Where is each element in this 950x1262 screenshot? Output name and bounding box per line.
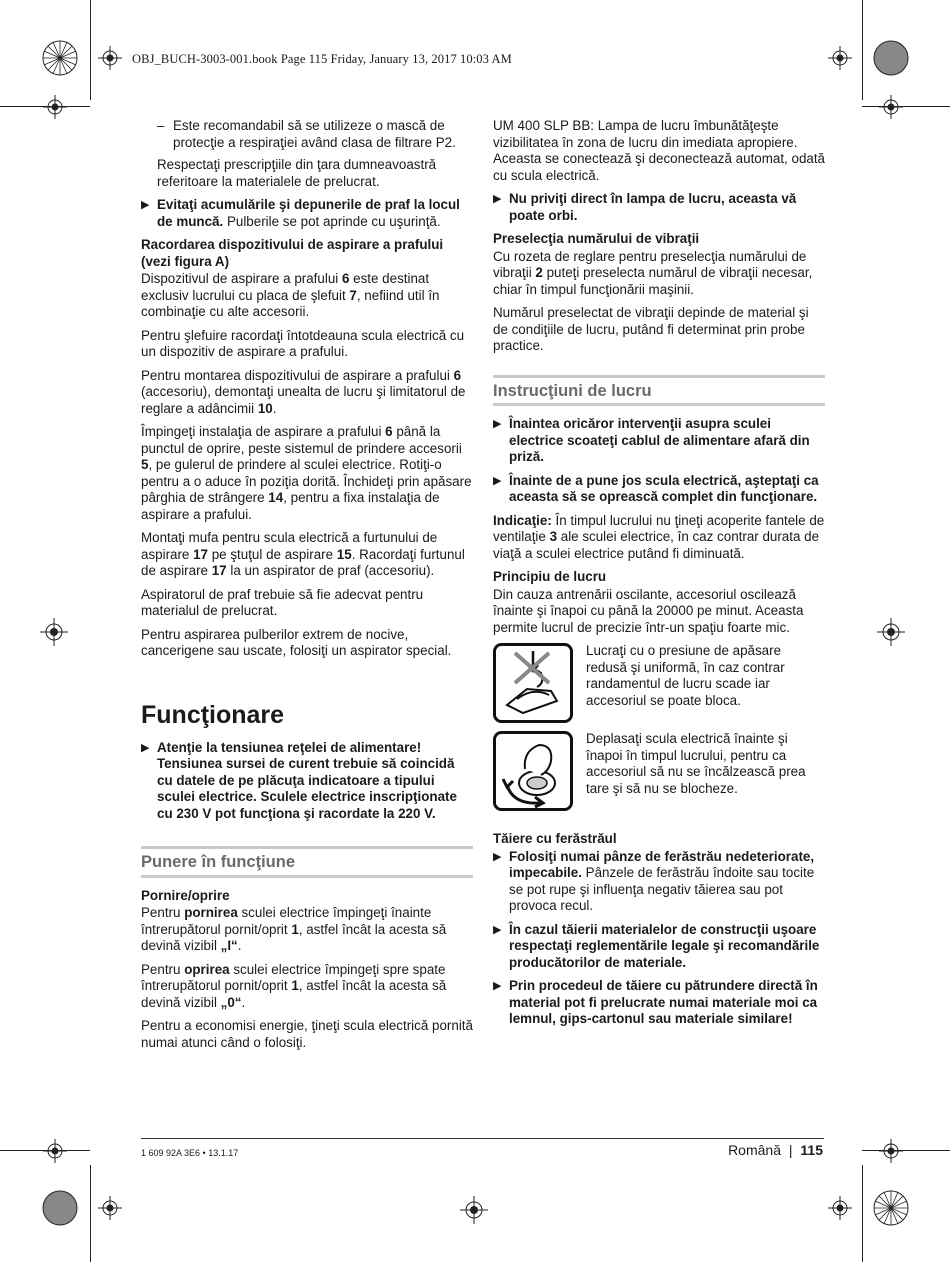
crosshair-icon — [877, 618, 905, 646]
warning-item — [493, 191, 825, 224]
warning-item — [493, 849, 825, 915]
arrow-bullet-icon: ▶ — [493, 474, 502, 487]
crop-line — [862, 106, 950, 107]
paragraph: Pentru oprirea sculei electrice împingeţi spre spate întrerupătorul pornit/oprit 1, astfel încât la acesta să devină vizibil „0“. — [141, 961, 447, 1010]
crop-line — [862, 1165, 863, 1262]
warning-item — [141, 197, 473, 230]
instruction-text: Lucraţi cu o presiune de apăsare redusă şi uniformă, în caz contrar randamentul de lucru scade iar accesoriul se poate bloca. — [586, 643, 785, 708]
registration-dot-icon — [42, 1190, 78, 1226]
section-heading: Punere în funcţiune — [141, 846, 473, 878]
paragraph: Respectaţi prescripţiile din ţara dumneavoastră referitoare la materialele de prelucrat. — [157, 157, 437, 189]
crosshair-icon — [40, 618, 68, 646]
arrow-bullet-icon: ▶ — [493, 850, 502, 863]
light-pressure-icon — [493, 643, 573, 723]
right-column — [493, 118, 825, 1035]
crosshair-icon — [43, 95, 67, 119]
instruction-row — [493, 643, 825, 725]
warning-bold-text: Folosiţi numai pânze de ferăstrău nedeteriorate, impecabile. — [509, 848, 815, 880]
running-header: OBJ_BUCH-3003-001.book Page 115 Friday, January 13, 2017 10:03 AM — [132, 52, 512, 66]
footer-rule — [141, 1138, 824, 1139]
warning-item — [493, 416, 825, 466]
paragraph: UM 400 SLP BB: Lampa de lucru îmbunătăţeşte vizibilitatea în zona de lucru din imediata apropiere. Aceasta se conectează şi deconectează automat, odată cu scula electrică. — [493, 118, 826, 183]
crosshair-icon — [879, 95, 903, 119]
crosshair-icon — [828, 46, 852, 70]
chapter-heading: Funcţionare — [141, 700, 285, 729]
warning-item — [141, 740, 473, 823]
crosshair-icon — [98, 46, 122, 70]
page-number: 115 — [800, 1142, 823, 1158]
footer-code: 1 609 92A 3E6 • 13.1.17 — [141, 1148, 239, 1158]
subheading: Pornire/oprire — [141, 887, 230, 903]
paragraph: Dispozitivul de aspirare a prafului 6 este destinat exclusiv lucrului cu placa de şlefuit 7, nefiind util în combinaţie cu alte accesorii. — [141, 271, 440, 319]
footer-separator: | — [788, 1142, 793, 1158]
crosshair-icon — [98, 1196, 122, 1220]
paragraph: Cu rozeta de reglare pentru preselecţia numărului de vibraţii 2 puteţi preselecta numărul de vibraţii necesar, chiar în timpul funcţionării maşinii. — [493, 248, 813, 297]
crosshair-icon — [828, 1196, 852, 1220]
warning-bold-text: În cazul tăierii materialelor de construcţii uşoare respectaţi reglementările legale şi recomandările producătorilor de materiale. — [509, 921, 820, 970]
arrow-bullet-icon: ▶ — [493, 923, 502, 936]
warning-bold-text: Înainte de a pune jos scula electrică, aşteptaţi ca aceasta să se oprească complet din funcţionare. — [509, 472, 819, 504]
left-column — [141, 118, 473, 1058]
section-heading: Instrucţiuni de lucru — [493, 375, 825, 407]
subheading: Principiu de lucru — [493, 569, 607, 584]
crop-line — [90, 0, 91, 100]
footer-page-label — [728, 1142, 823, 1158]
registration-starburst-icon — [42, 40, 78, 76]
paragraph: Aspiratorul de praf trebuie să fie adecvat pentru materialul de prelucrat. — [141, 586, 424, 618]
warning-text: Pulberile se pot aprinde cu uşurinţă. — [223, 213, 441, 229]
arrow-bullet-icon: ▶ — [141, 199, 150, 211]
footer-language: Română — [728, 1142, 781, 1158]
warning-item — [493, 473, 825, 506]
crop-line — [90, 1165, 91, 1262]
arrow-bullet-icon: ▶ — [493, 980, 502, 992]
paragraph: Pentru aspirarea pulberilor extrem de nocive, cancerigene sau uscate, folosiţi un aspirator special. — [141, 626, 452, 658]
dash-bullet: – — [157, 118, 165, 133]
paragraph: Pentru a economisi energie, ţineţi scula electrică pornită numai atunci când o folosiţi. — [141, 1018, 473, 1050]
crosshair-icon — [43, 1139, 67, 1163]
subheading: Tăiere cu ferăstrăul — [493, 831, 617, 846]
warning-text: Pânzele de ferăstrău îndoite sau tocite se pot rupe şi influenţa negativ tăierea sau pot provoca recul. — [509, 865, 815, 913]
paragraph: Din cauza antrenării oscilante, accesoriul oscilează înainte şi înapoi cu până la 20000 pe minut. Aceasta permite lucrul de precizie într-un spaţiu foarte mic. — [493, 586, 804, 635]
paragraph: Numărul preselectat de vibraţii depinde de material şi de condiţiile de lucru, putând fi determinat prin probe practice. — [493, 305, 809, 353]
paragraph: Indicaţie: În timpul lucrului nu ţineţi acoperite fantele de ventilaţie 3 ale sculei electrice, în caz contrar durata de viaţă a sculei electrice putând fi diminuată. — [493, 512, 825, 561]
registration-dot-icon — [873, 40, 909, 76]
list-item — [141, 118, 473, 151]
crosshair-icon — [460, 1196, 488, 1224]
move-back-forth-icon — [493, 731, 573, 811]
arrow-bullet-icon: ▶ — [493, 418, 502, 430]
warning-bold-text: Prin procedeul de tăiere cu pătrundere directă în material pot fi prelucrate numai materiale moi ca lemnul, gips-cartonul sau materiale similare! — [509, 978, 818, 1026]
warning-item — [493, 922, 825, 972]
warning-bold-text: Evitaţi acumulările şi depunerile de praf la locul de muncă. — [157, 197, 460, 229]
paragraph: Pentru şlefuire racordaţi întotdeauna scula electrică cu un dispozitiv de aspirare a prafului. — [141, 327, 465, 359]
crosshair-icon — [879, 1139, 903, 1163]
subheading: Preselecţia numărului de vibraţii — [493, 231, 700, 246]
warning-bold-text: Înaintea oricăror intervenţii asupra sculei electrice scoateţi cablul de alimentare afară din priză. — [509, 416, 810, 464]
crop-line — [862, 0, 863, 100]
crop-line — [862, 1150, 950, 1151]
warning-bold-text: Nu priviţi direct în lampa de lucru, aceasta vă poate orbi. — [509, 191, 797, 223]
paragraph: Împingeţi instalaţia de aspirare a prafului 6 până la punctul de oprire, peste sistemul de prindere accesorii 5, pe gulerul de prindere al sculei electrice. Rotiţi-o pentru a o aduce în poziţia dorită. Închideţi prin apăsare pârghia de strângere 14, pentru a fixa instalaţia de aspirare a prafului. — [141, 424, 472, 522]
registration-starburst-icon — [873, 1190, 909, 1226]
paragraph: Pentru pornirea sculei electrice împingeţi înainte întrerupătorul pornit/oprit 1, astfel încât la acesta să devină vizibil „I“. — [141, 905, 447, 953]
paragraph: Montaţi mufa pentru scula electrică a furtunului de aspirare 17 pe ştuţul de aspirare 15. Racordaţi furtunul de aspirare 17 la un aspirator de praf (accesoriu). — [141, 530, 465, 578]
arrow-bullet-icon: ▶ — [493, 193, 502, 205]
warning-bold-text: Atenţie la tensiunea reţelei de alimentare! Tensiunea sursei de curent trebuie să coincidă cu datele de pe plăcuţa indicatoare a tipului sculei electrice. Sculele electrice inscripţionate cu 230 V pot funcţiona şi racordate la 220 V. — [157, 739, 457, 821]
arrow-bullet-icon: ▶ — [141, 741, 150, 754]
paragraph: Pentru montarea dispozitivului de aspirare a prafului 6 (accesoriu), demontaţi unealta de lucru şi limitatorul de reglare a adâncimii 10. — [141, 367, 466, 416]
list-item-text: Este recomandabil să se utilizeze o mască de protecţie a respiraţiei având clasa de filtrare P2. — [173, 118, 456, 150]
subheading: Racordarea dispozitivului de aspirare a prafului (vezi figura A) — [141, 237, 444, 269]
warning-item — [493, 978, 825, 1028]
instruction-text: Deplasaţi scula electrică înainte şi înapoi în timpul lucrului, pentru ca accesoriul să nu se încălzească prea tare şi să nu se blocheze. — [586, 731, 806, 796]
instruction-row — [493, 731, 825, 813]
